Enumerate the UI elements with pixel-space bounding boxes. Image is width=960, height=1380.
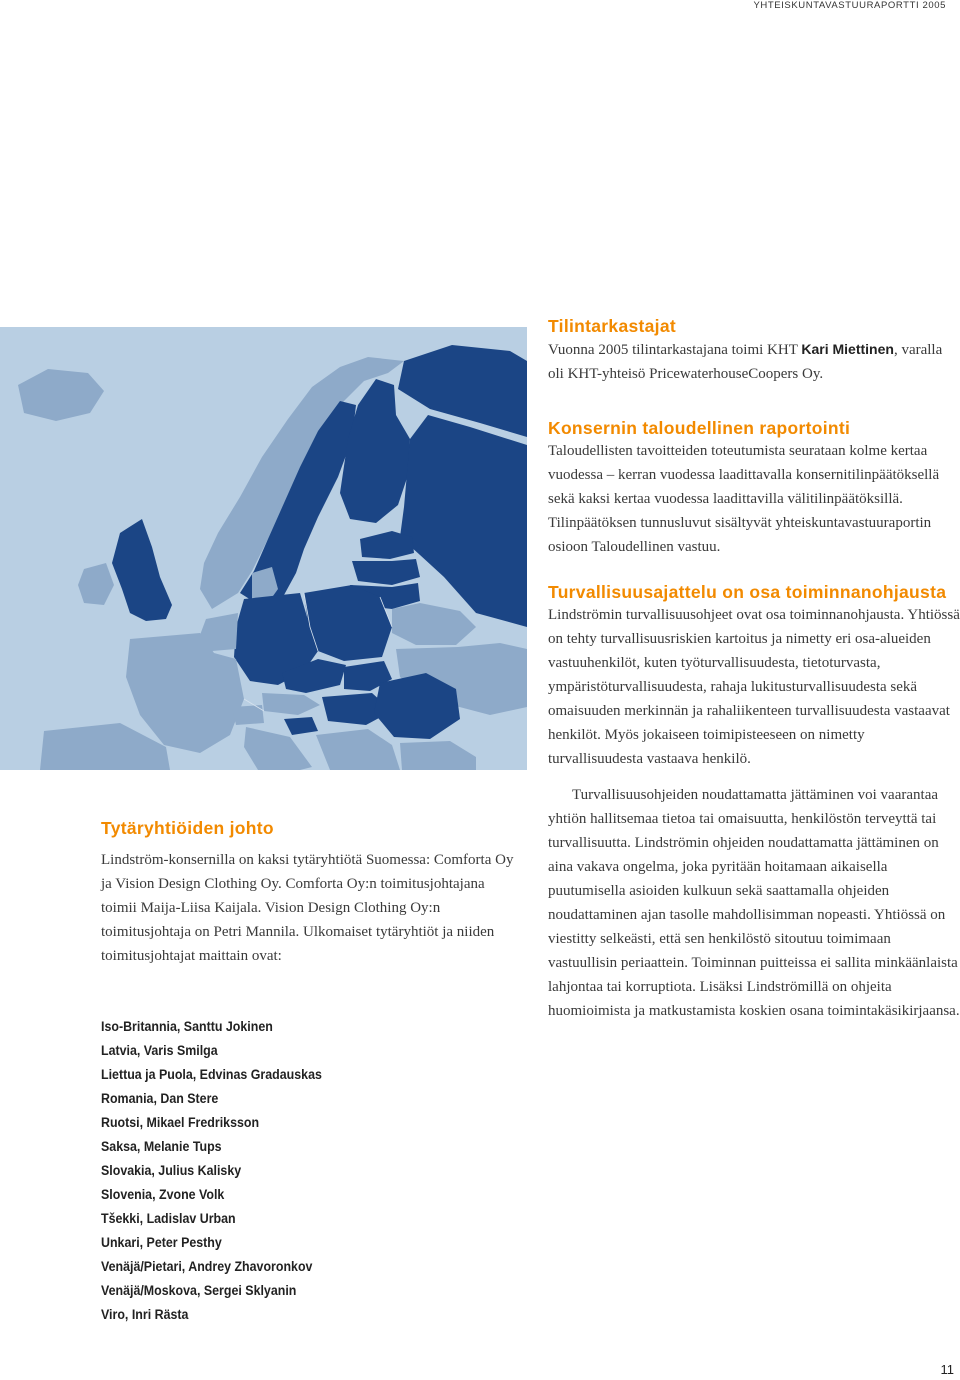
subsidiaries-heading: Tytäryhtiöiden johto xyxy=(101,818,274,838)
auditors-section xyxy=(548,316,960,386)
subsidiary-contact: Romania, Dan Stere xyxy=(101,1091,219,1106)
running-head: YHTEISKUNTAVASTUURAPORTTI 2005 xyxy=(753,0,946,11)
auditors-text-before: Vuonna 2005 tilintarkastajana toimi KHT xyxy=(548,342,802,358)
reporting-text: Taloudellisten tavoitteiden toteutumista seurataan kolme kertaa vuodessa – kerran vuodessa laadittavalla konsernitilinpäätöksellä sekä kaksi kertaa vuodessa laadittavilla välitilinpäätöksillä. Tilinpäätöksen tunnusluvut sisältyvät yhteiskuntavastuuraportin osioon Taloudellinen vastuu. xyxy=(548,443,940,555)
subsidiary-contact: Ruotsi, Mikael Fredriksson xyxy=(101,1115,260,1130)
subsidiary-contacts-list xyxy=(101,1015,521,1327)
safety-paragraph-2: Turvallisuusohjeiden noudattamatta jättäminen voi vaarantaa yhtiön hallitsemaa tietoa tai omaisuutta, henkilöstön terveyttä tai turvallisuutta. Lindströmin ohjeiden noudattamatta jättäminen on aina vakava ongelma, joka pyritään hoitamaan aikaisella puutumisella asioiden kulkuun sekä saattamalla ohjeiden noudattaminen ajan tasolle mahdollisimman nopeasti. Yhtiössä on viestitty selkeästi, että sen henkilöstö sitoutuu toimimaan vastuullisin periaattein. Toiminnan puitteissa ei sallita minkäänlaista lahjontaa tai korruptiota. Lisäksi Lindströmillä on ohjeita huomioimista ja matkustamista koskien osana toimintakäsikirjaansa. xyxy=(548,787,960,1019)
reporting-section xyxy=(548,418,960,559)
subsidiary-contact: Liettua ja Puola, Edvinas Gradauskas xyxy=(101,1067,322,1082)
safety-section xyxy=(548,582,960,1023)
europe-map xyxy=(0,327,527,770)
auditors-text xyxy=(548,337,960,386)
subsidiary-contact: Viro, Inri Rästa xyxy=(101,1307,189,1322)
subsidiary-contact: Unkari, Peter Pesthy xyxy=(101,1235,222,1250)
subsidiary-contact: Slovenia, Zvone Volk xyxy=(101,1187,225,1202)
subsidiary-contact: Latvia, Varis Smilga xyxy=(101,1043,218,1058)
subsidiary-contact: Venäjä/Pietari, Andrey Zhavoronkov xyxy=(101,1259,313,1274)
safety-paragraph-1: Lindströmin turvallisuusohjeet ovat osa toiminnanohjausta. Yhtiössä on tehty turvallisuusriskien kartoitus ja nimetty eri osa-alueiden vastuuhenkilöt, kuten työturvallisuudesta, tietoturvasta, ympäristöturvallisuudesta, rahaja lukitusturvallisuudesta sekä omaisuuden merkinnän ja rahaliikenteen turvallisuudesta vastaavat henkilöt. Myös jokaiseen toimipisteeseen on nimetty turvallisuudesta vastaava henkilö. xyxy=(548,607,960,767)
subsidiary-contact: Slovakia, Julius Kalisky xyxy=(101,1163,242,1178)
subsidiary-contact: Iso-Britannia, Santtu Jokinen xyxy=(101,1019,273,1034)
page-number: 11 xyxy=(940,1362,954,1377)
subsidiaries-intro: Lindström-konsernilla on kaksi tytäryhtiötä Suomessa: Comforta Oy ja Vision Design Clothing Oy. Comforta Oy:n toimitusjohtajana toimii Maija-Liisa Kaijala. Vision Design Clothing Oy:n toimitusjohtaja on Petri Mannila. Ulkomaiset tytäryhtiöt ja niiden toimitusjohtajat maittain ovat: xyxy=(101,852,514,964)
subsidiaries-section xyxy=(101,818,521,1327)
subsidiary-contact: Tšekki, Ladislav Urban xyxy=(101,1211,236,1226)
subsidiary-contact: Saksa, Melanie Tups xyxy=(101,1139,222,1154)
reporting-heading: Konsernin taloudellinen raportointi xyxy=(548,418,851,438)
auditors-heading: Tilintarkastajat xyxy=(548,316,677,336)
safety-heading: Turvallisuusajattelu on osa toiminnanohjausta xyxy=(548,582,947,602)
subsidiary-contact: Venäjä/Moskova, Sergei Sklyanin xyxy=(101,1283,297,1298)
auditors-text-after: , varalla oli KHT-yhteisö PricewaterhouseCoopers Oy. xyxy=(548,342,943,382)
europe-map-graphic xyxy=(0,327,527,770)
auditor-name: Kari Miettinen xyxy=(801,341,894,357)
